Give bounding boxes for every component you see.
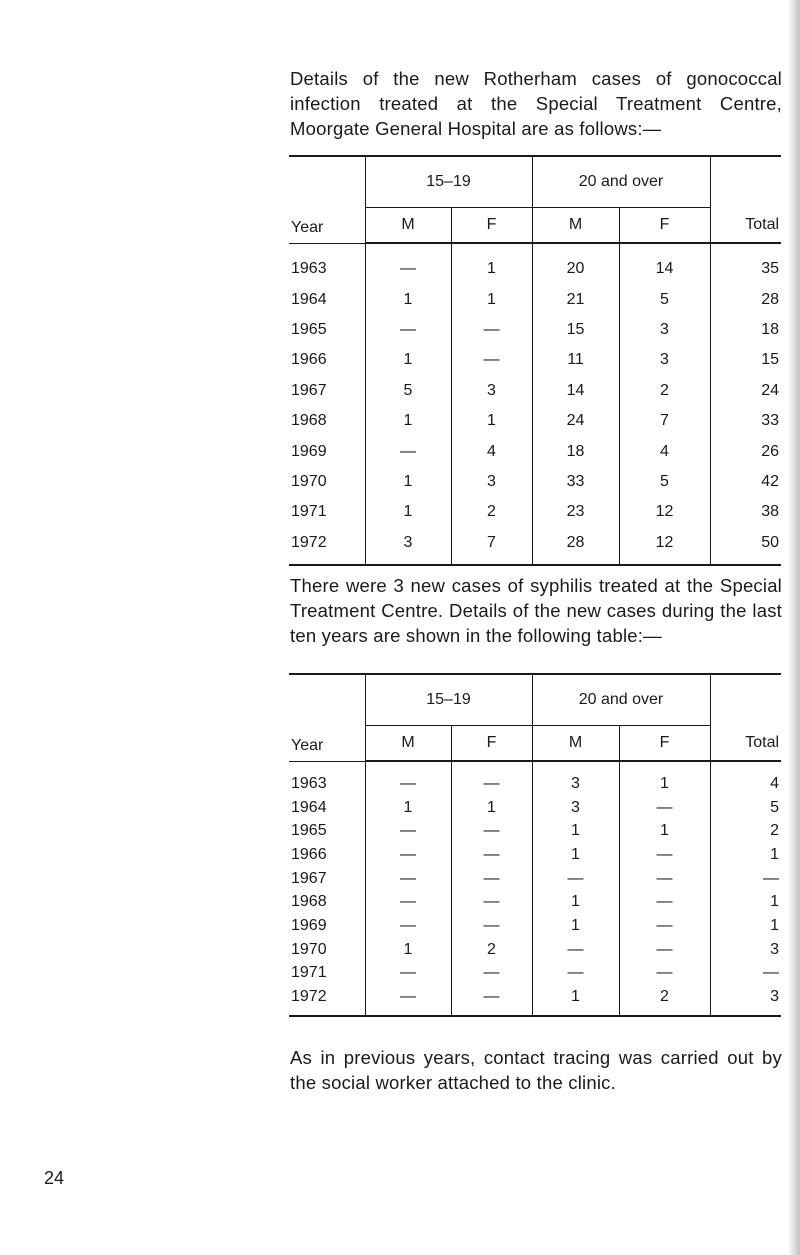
- gonococcal-intro-paragraph: Details of the new Rotherham cases of gonococcal infection treated at the Special Treatment Centre, Moorgate General Hospital are as follows:—: [290, 68, 782, 139]
- female-15-19-cell: —: [451, 761, 532, 796]
- male-15-19-cell: 1: [365, 406, 451, 436]
- year-cell: 1970: [291, 472, 327, 490]
- total-cell: —: [710, 962, 781, 986]
- female-20-over-cell: 4: [619, 436, 710, 466]
- year-cell: 1965: [291, 822, 327, 840]
- total-cell: 38: [710, 497, 781, 527]
- male-20-over-header: M: [532, 208, 619, 244]
- total-cell: 33: [710, 406, 781, 436]
- closing-paragraph: As in previous years, contact tracing was carried out by the social worker attached to the clinic.: [290, 1047, 782, 1093]
- year-cell: 1971: [291, 503, 327, 521]
- table-row: [289, 345, 781, 375]
- male-15-19-cell: —: [365, 819, 451, 843]
- female-20-over-cell: —: [619, 890, 710, 914]
- table-row: [289, 843, 781, 867]
- male-20-over-cell: 15: [532, 315, 619, 345]
- table-row: [289, 985, 781, 1016]
- male-15-19-cell: 1: [365, 938, 451, 962]
- female-15-19-cell: 7: [451, 528, 532, 565]
- female-15-19-cell: —: [451, 890, 532, 914]
- male-15-19-cell: —: [365, 843, 451, 867]
- female-15-19-cell: 3: [451, 376, 532, 406]
- table-row: [289, 890, 781, 914]
- male-20-over-cell: 14: [532, 376, 619, 406]
- total-cell: —: [710, 867, 781, 891]
- female-15-19-cell: 4: [451, 436, 532, 466]
- male-15-19-cell: 5: [365, 376, 451, 406]
- male-20-over-cell: 24: [532, 406, 619, 436]
- male-20-over-cell: 33: [532, 467, 619, 497]
- male-20-over-cell: 11: [532, 345, 619, 375]
- year-cell: 1969: [291, 916, 327, 934]
- page-edge-shadow: [788, 0, 800, 1255]
- female-20-over-cell: 7: [619, 406, 710, 436]
- male-15-19-cell: 3: [365, 528, 451, 565]
- female-15-19-cell: 3: [451, 467, 532, 497]
- total-cell: 50: [710, 528, 781, 565]
- male-20-over-cell: 3: [532, 761, 619, 796]
- male-20-over-cell: 1: [532, 843, 619, 867]
- male-15-19-cell: —: [365, 243, 451, 284]
- total-cell: 5: [710, 796, 781, 820]
- female-20-over-header: F: [619, 208, 710, 244]
- male-20-over-cell: 23: [532, 497, 619, 527]
- female-20-over-cell: —: [619, 938, 710, 962]
- year-cell: 1966: [291, 845, 327, 863]
- female-20-over-cell: 5: [619, 467, 710, 497]
- male-15-19-cell: 1: [365, 796, 451, 820]
- age-group-20-over-header: 20 and over: [532, 674, 710, 726]
- syphilis-cases-table: [289, 673, 781, 1017]
- male-15-19-cell: —: [365, 985, 451, 1016]
- female-15-19-cell: —: [451, 315, 532, 345]
- male-20-over-cell: 1: [532, 985, 619, 1016]
- total-cell: 28: [710, 284, 781, 314]
- total-cell: 42: [710, 467, 781, 497]
- male-15-19-header: M: [365, 726, 451, 762]
- age-group-15-19-header: 15–19: [365, 156, 532, 208]
- female-20-over-cell: —: [619, 867, 710, 891]
- male-20-over-cell: 20: [532, 243, 619, 284]
- table-row: [289, 528, 781, 565]
- male-15-19-cell: —: [365, 914, 451, 938]
- table-row: [289, 315, 781, 345]
- syphilis-table-body: [289, 761, 781, 1016]
- female-20-over-cell: —: [619, 843, 710, 867]
- female-20-over-cell: 3: [619, 315, 710, 345]
- female-15-19-cell: —: [451, 962, 532, 986]
- female-15-19-header: F: [451, 208, 532, 244]
- year-cell: 1968: [291, 893, 327, 911]
- male-20-over-cell: 1: [532, 914, 619, 938]
- female-15-19-cell: 2: [451, 938, 532, 962]
- female-15-19-cell: —: [451, 985, 532, 1016]
- male-20-over-cell: 28: [532, 528, 619, 565]
- total-cell: 3: [710, 938, 781, 962]
- female-20-over-cell: 2: [619, 985, 710, 1016]
- table-row: [289, 436, 781, 466]
- age-group-20-over-header: 20 and over: [532, 156, 710, 208]
- female-20-over-cell: 1: [619, 761, 710, 796]
- total-column-header: Total: [710, 208, 781, 244]
- year-column-header: Year: [289, 674, 365, 761]
- male-15-19-cell: —: [365, 962, 451, 986]
- male-20-over-cell: —: [532, 867, 619, 891]
- female-20-over-cell: 12: [619, 528, 710, 565]
- male-20-over-cell: 21: [532, 284, 619, 314]
- total-cell: 15: [710, 345, 781, 375]
- table-row: [289, 796, 781, 820]
- total-cell: 1: [710, 890, 781, 914]
- table-row: [289, 867, 781, 891]
- total-cell: 2: [710, 819, 781, 843]
- total-cell: 26: [710, 436, 781, 466]
- male-20-over-cell: 1: [532, 890, 619, 914]
- male-15-19-cell: 1: [365, 345, 451, 375]
- male-15-19-cell: —: [365, 436, 451, 466]
- female-20-over-cell: 1: [619, 819, 710, 843]
- year-cell: 1963: [291, 774, 327, 792]
- female-20-over-cell: 5: [619, 284, 710, 314]
- total-cell: 24: [710, 376, 781, 406]
- table-row: [289, 497, 781, 527]
- page-number: 24: [44, 1168, 65, 1188]
- year-cell: 1966: [291, 351, 327, 369]
- gonococcal-cases-table: [289, 155, 781, 566]
- year-cell: 1972: [289, 985, 365, 1016]
- year-cell: 1964: [291, 290, 327, 308]
- female-15-19-cell: —: [451, 867, 532, 891]
- female-15-19-cell: —: [451, 345, 532, 375]
- female-15-19-cell: —: [451, 914, 532, 938]
- table-row: [289, 467, 781, 497]
- blank-header-cell: [710, 156, 781, 208]
- male-15-19-cell: 1: [365, 467, 451, 497]
- female-15-19-cell: 1: [451, 796, 532, 820]
- total-cell: 3: [710, 985, 781, 1016]
- female-20-over-header: F: [619, 726, 710, 762]
- female-20-over-cell: 3: [619, 345, 710, 375]
- male-15-19-cell: —: [365, 890, 451, 914]
- female-20-over-cell: 12: [619, 497, 710, 527]
- male-15-19-cell: —: [365, 315, 451, 345]
- table-row: [289, 376, 781, 406]
- total-cell: 35: [710, 243, 781, 284]
- female-20-over-cell: 14: [619, 243, 710, 284]
- table-row: [289, 406, 781, 436]
- male-15-19-cell: 1: [365, 497, 451, 527]
- table-row: [289, 962, 781, 986]
- male-20-over-cell: —: [532, 962, 619, 986]
- total-cell: 18: [710, 315, 781, 345]
- year-column-header: Year: [289, 156, 365, 243]
- total-column-header: Total: [710, 726, 781, 762]
- year-cell: 1972: [289, 528, 365, 565]
- female-15-19-cell: 1: [451, 243, 532, 284]
- female-15-19-cell: 2: [451, 497, 532, 527]
- year-cell: 1967: [291, 869, 327, 887]
- female-15-19-cell: 1: [451, 284, 532, 314]
- table-row: [289, 761, 781, 796]
- female-15-19-cell: —: [451, 843, 532, 867]
- total-cell: 1: [710, 914, 781, 938]
- year-cell: 1968: [291, 412, 327, 430]
- table-row: [289, 243, 781, 284]
- female-20-over-cell: —: [619, 962, 710, 986]
- female-15-19-cell: —: [451, 819, 532, 843]
- year-cell: 1967: [291, 381, 327, 399]
- age-group-15-19-header: 15–19: [365, 674, 532, 726]
- female-20-over-cell: —: [619, 796, 710, 820]
- year-cell: 1963: [291, 259, 327, 277]
- male-20-over-cell: 1: [532, 819, 619, 843]
- total-cell: 1: [710, 843, 781, 867]
- male-20-over-header: M: [532, 726, 619, 762]
- female-15-19-cell: 1: [451, 406, 532, 436]
- year-cell: 1964: [291, 798, 327, 816]
- female-15-19-header: F: [451, 726, 532, 762]
- female-20-over-cell: —: [619, 914, 710, 938]
- gonococcal-table-body: [289, 243, 781, 565]
- male-15-19-header: M: [365, 208, 451, 244]
- male-15-19-cell: —: [365, 867, 451, 891]
- table-row: [289, 938, 781, 962]
- table-row: [289, 914, 781, 938]
- male-20-over-cell: 3: [532, 796, 619, 820]
- year-cell: 1969: [291, 442, 327, 460]
- syphilis-intro-paragraph: There were 3 new cases of syphilis treated at the Special Treatment Centre. Details of the new cases during the last ten years are shown in the following table:—: [290, 575, 782, 646]
- year-cell: 1971: [291, 964, 327, 982]
- male-20-over-cell: 18: [532, 436, 619, 466]
- table-row: [289, 819, 781, 843]
- blank-header-cell: [710, 674, 781, 726]
- female-20-over-cell: 2: [619, 376, 710, 406]
- year-cell: 1965: [291, 320, 327, 338]
- year-cell: 1970: [291, 940, 327, 958]
- male-20-over-cell: —: [532, 938, 619, 962]
- table-row: [289, 284, 781, 314]
- male-15-19-cell: 1: [365, 284, 451, 314]
- male-15-19-cell: —: [365, 761, 451, 796]
- total-cell: 4: [710, 761, 781, 796]
